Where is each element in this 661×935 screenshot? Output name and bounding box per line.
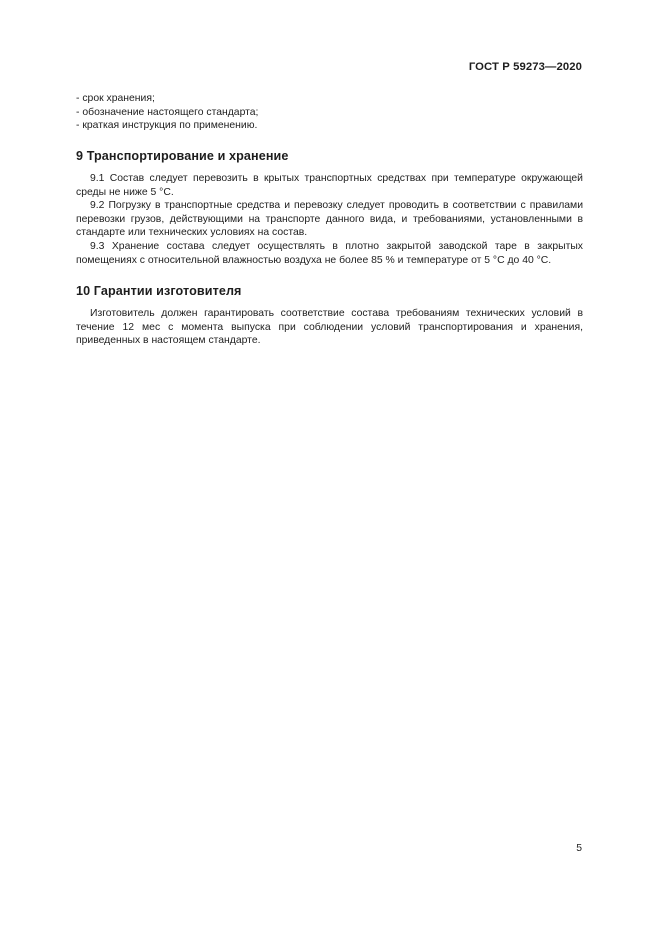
list-item: - краткая инструкция по применению. [76,120,258,132]
document-code: ГОСТ Р 59273—2020 [468,61,582,73]
list-item: - срок хранения; [76,93,155,104]
page-number: 5 [576,843,582,854]
section-heading-transport: 9 Транспортирование и хранение [76,149,289,163]
bullet-list [76,92,583,133]
section-heading-warranty: 10 Гарантии изготовителя [76,284,242,298]
section-body-warranty [76,307,583,348]
list-item: - обозначение настоящего стандарта; [76,106,259,118]
section-body-transport [76,172,583,267]
paragraph-9-1: 9.1 Состав следует перевозить в крытых транспортных средствах при температуре окружающей среды не ниже 5 °С. [76,173,583,198]
paragraph-9-2: 9.2 Погрузку в транспортные средства и перевозку следует проводить в соответствии с правилами перевозки грузов, действующими на транспорте данного вида, и требованиями, установленными в стандарте или технических условиях на состав. [76,200,583,239]
paragraph-10: Изготовитель должен гарантировать соответствие состава требованиям технических условий в течение 12 мес с момента выпуска при соблюдении условий транспортирования и хранения, приведенных в настоящем стандарте. [76,308,583,347]
paragraph-9-3: 9.3 Хранение состава следует осуществлять в плотно закрытой заводской таре в закрытых помещениях с относительной влажностью воздуха не более 85 % и температуре от 5 °С до 40 °С. [76,240,583,266]
